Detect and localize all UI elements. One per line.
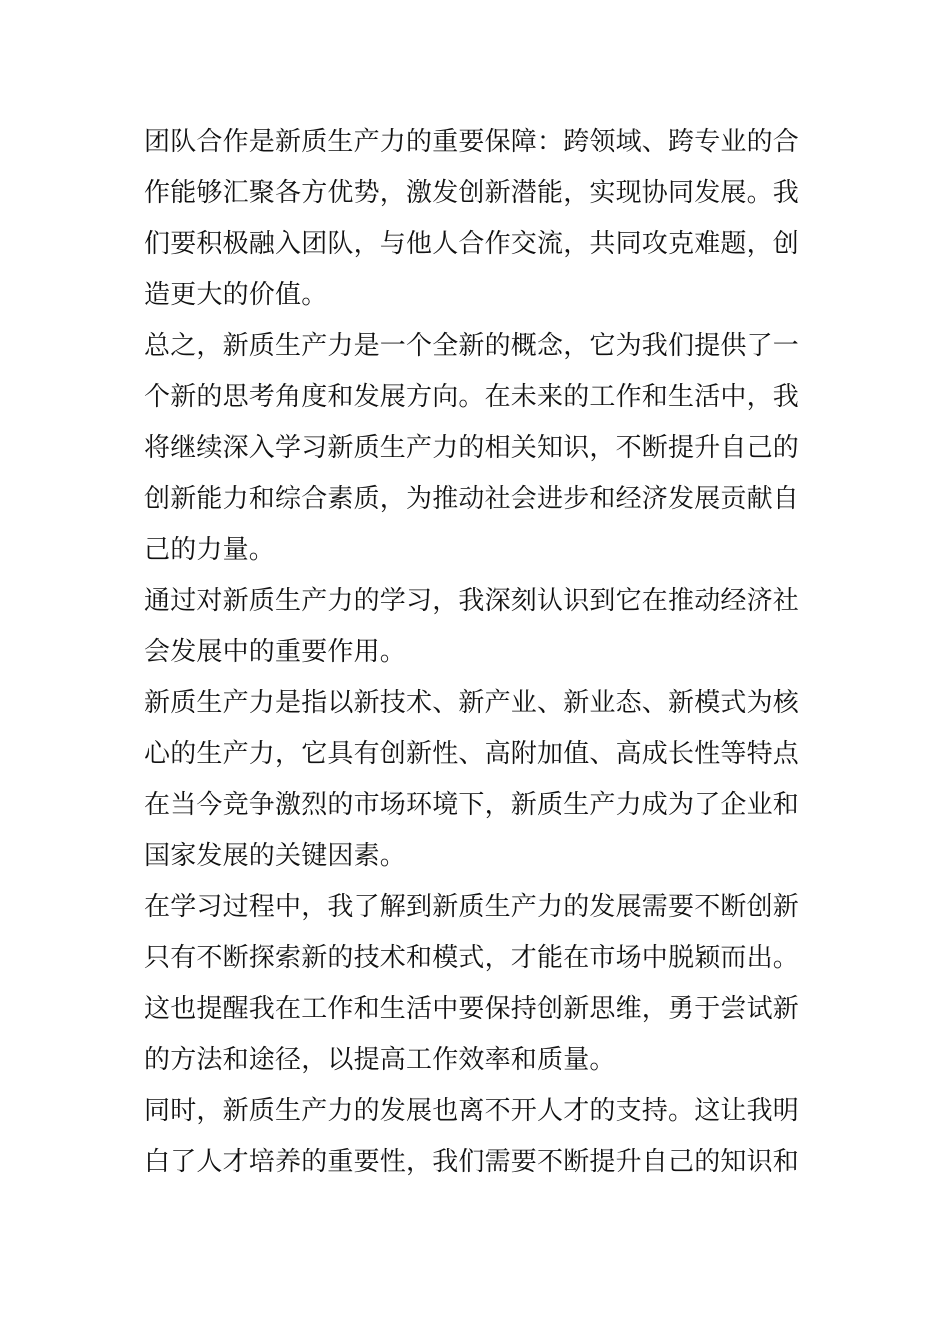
text-line: 总之，新质生产力是一个全新的概念，它为我们提供了一	[144, 331, 800, 361]
text-line: 通过对新质生产力的学习，我深刻认识到它在推动经济社	[144, 586, 800, 616]
body-text	[144, 117, 814, 1188]
text-line: 国家发展的关键因素。	[144, 841, 407, 871]
text-line: 己的力量。	[144, 535, 276, 565]
text-line: 造更大的价值。	[144, 280, 328, 310]
text-line: 这也提醒我在工作和生活中要保持创新思维，勇于尝试新	[144, 994, 800, 1024]
text-line: 只有不断探索新的技术和模式，才能在市场中脱颖而出。	[144, 943, 800, 973]
text-line: 在当今竞争激烈的市场环境下，新质生产力成为了企业和	[144, 790, 800, 820]
text-line: 在学习过程中，我了解到新质生产力的发展需要不断创新	[144, 892, 800, 922]
text-line: 们要积极融入团队，与他人合作交流，共同攻克难题，创	[144, 229, 800, 259]
text-line: 新质生产力是指以新技术、新产业、新业态、新模式为核	[144, 688, 800, 718]
text-line: 作能够汇聚各方优势，激发创新潜能，实现协同发展。我	[144, 178, 800, 208]
text-line: 创新能力和综合素质，为推动社会进步和经济发展贡献自	[144, 484, 800, 514]
text-line: 的方法和途径，以提高工作效率和质量。	[144, 1045, 616, 1075]
text-line: 心的生产力，它具有创新性、高附加值、高成长性等特点	[144, 739, 800, 769]
text-line: 将继续深入学习新质生产力的相关知识，不断提升自己的	[144, 433, 800, 463]
text-line: 个新的思考角度和发展方向。在未来的工作和生活中，我	[144, 382, 800, 412]
text-line: 白了人才培养的重要性，我们需要不断提升自己的知识和	[144, 1147, 800, 1177]
text-line: 会发展中的重要作用。	[144, 637, 407, 667]
text-line: 同时，新质生产力的发展也离不开人才的支持。这让我明	[144, 1096, 800, 1126]
text-line: 团队合作是新质生产力的重要保障：跨领域、跨专业的合	[144, 127, 800, 157]
